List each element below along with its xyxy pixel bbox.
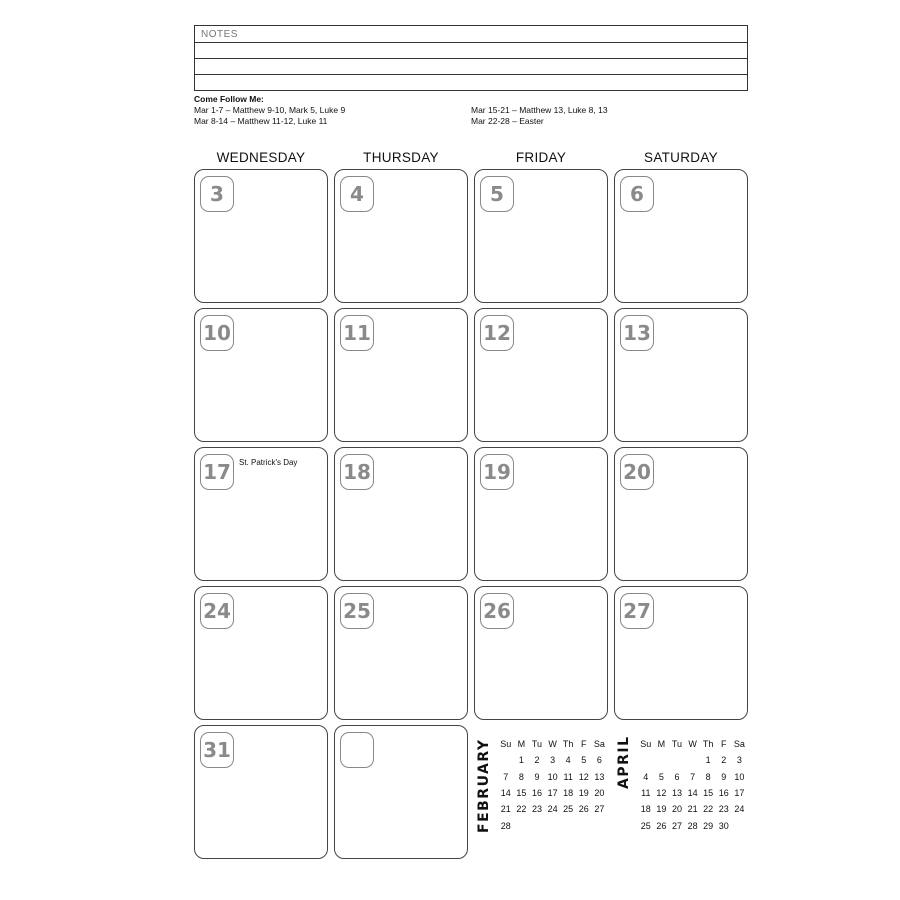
weekday-label: Sa: [733, 739, 745, 750]
day-header-wednesday: WEDNESDAY: [216, 150, 306, 165]
mini-day: 30: [718, 820, 729, 831]
mini-calendar-month-name: FEBRUARY: [476, 738, 492, 833]
date-number: 13: [620, 315, 654, 351]
mini-day: 18: [640, 804, 651, 815]
weekday-label: M: [517, 739, 526, 750]
day-cell[interactable]: [194, 586, 328, 720]
mini-day: 14: [687, 788, 698, 799]
mini-day: 15: [516, 788, 527, 799]
mini-day: [638, 752, 654, 768]
mini-calendar-week: [498, 801, 607, 817]
mini-day: 18: [563, 788, 574, 799]
date-number: 27: [620, 593, 654, 629]
mini-day: 19: [578, 788, 589, 799]
schedule-column-left: [194, 105, 464, 126]
day-header-saturday: SATURDAY: [644, 150, 718, 165]
date-number: 18: [340, 454, 374, 490]
mini-day: 23: [531, 804, 542, 815]
mini-calendar-week: [638, 769, 747, 785]
weekday-label: Su: [500, 739, 512, 750]
day-cell[interactable]: [334, 308, 468, 442]
mini-calendar-week: [638, 817, 747, 833]
mini-day: 9: [534, 771, 540, 782]
mini-day: 16: [531, 788, 542, 799]
mini-day: 23: [718, 804, 729, 815]
mini-day: 22: [703, 804, 714, 815]
weekday-label: F: [721, 739, 727, 750]
day-cell[interactable]: [474, 447, 608, 581]
mini-day: 12: [656, 788, 667, 799]
mini-day: 11: [641, 788, 651, 799]
date-number: 11: [340, 315, 374, 351]
mini-day: 10: [547, 771, 558, 782]
mini-day: [560, 817, 576, 833]
date-number-empty: [340, 732, 374, 768]
mini-day: 20: [594, 788, 605, 799]
mini-day: 28: [500, 820, 511, 831]
mini-day: 11: [563, 771, 573, 782]
mini-calendar-april: [616, 736, 750, 860]
mini-calendar-week: [638, 752, 747, 768]
day-cell[interactable]: [614, 308, 748, 442]
notes-line: [195, 42, 747, 43]
mini-calendar-week: [498, 769, 607, 785]
mini-day: 20: [671, 804, 682, 815]
mini-day: 8: [705, 771, 711, 782]
day-cell[interactable]: [194, 169, 328, 303]
mini-day: 21: [687, 804, 698, 815]
notes-line: [195, 58, 747, 59]
schedule-entry: Mar 1-7 – Matthew 9-10, Mark 5, Luke 9: [194, 105, 346, 115]
day-cell[interactable]: [334, 169, 468, 303]
mini-day: 4: [643, 771, 649, 782]
mini-day: 21: [500, 804, 511, 815]
mini-day: 24: [547, 804, 558, 815]
mini-day: 19: [656, 804, 667, 815]
weekday-label: F: [581, 739, 587, 750]
weekday-label: Th: [702, 739, 714, 750]
mini-day: [732, 817, 748, 833]
notes-box[interactable]: [194, 25, 748, 91]
weekday-label: Su: [640, 739, 652, 750]
weekday-label: Tu: [531, 739, 543, 750]
mini-day: 12: [578, 771, 589, 782]
day-cell[interactable]: [334, 447, 468, 581]
mini-day: [576, 817, 592, 833]
mini-day: 16: [718, 788, 729, 799]
schedule-entry: Mar 8-14 – Matthew 11-12, Luke 11: [194, 115, 328, 126]
date-number: 20: [620, 454, 654, 490]
schedule-column-right: [471, 105, 741, 126]
schedule-entry: Mar 22-28 – Easter: [471, 115, 544, 126]
weekday-label: Sa: [593, 739, 605, 750]
weekday-label: W: [548, 739, 557, 750]
mini-day: 15: [703, 788, 714, 799]
mini-day: 10: [734, 771, 745, 782]
day-cell[interactable]: [474, 169, 608, 303]
mini-day: [592, 817, 608, 833]
day-cell[interactable]: [614, 169, 748, 303]
mini-day: 2: [721, 755, 727, 766]
mini-day: 5: [658, 771, 664, 782]
day-cell-empty[interactable]: [334, 725, 468, 859]
mini-day: 27: [671, 820, 682, 831]
mini-day: [498, 752, 514, 768]
date-number: 24: [200, 593, 234, 629]
mini-day: 27: [594, 804, 605, 815]
date-number: 19: [480, 454, 514, 490]
date-number: 17: [200, 454, 234, 490]
mini-day: 2: [534, 755, 540, 766]
mini-day: 6: [674, 771, 680, 782]
mini-day: 17: [547, 788, 558, 799]
weekday-label: W: [688, 739, 697, 750]
day-cell[interactable]: [334, 586, 468, 720]
mini-calendar-grid: [638, 736, 747, 834]
mini-day: 1: [518, 755, 524, 766]
mini-day: 28: [687, 820, 698, 831]
day-cell[interactable]: [194, 308, 328, 442]
mini-day: 26: [578, 804, 589, 815]
mini-day: 24: [734, 804, 745, 815]
mini-day: 3: [736, 755, 742, 766]
date-number: 4: [340, 176, 374, 212]
weekday-label: Tu: [671, 739, 683, 750]
date-number: 26: [480, 593, 514, 629]
mini-day: 17: [734, 788, 745, 799]
mini-day: [685, 752, 701, 768]
mini-calendar-week: [638, 801, 747, 817]
mini-day: 22: [516, 804, 527, 815]
mini-calendar-week: [498, 752, 607, 768]
mini-calendar-weekdays: [498, 736, 607, 752]
mini-day: 13: [671, 788, 682, 799]
mini-day: [514, 817, 530, 833]
day-cell[interactable]: [194, 725, 328, 859]
weekday-label: M: [657, 739, 666, 750]
mini-day: 13: [594, 771, 605, 782]
mini-day: 25: [563, 804, 574, 815]
day-header-thursday: THURSDAY: [363, 150, 439, 165]
mini-day: 26: [656, 820, 667, 831]
day-cell[interactable]: [614, 447, 748, 581]
day-cell[interactable]: [474, 308, 608, 442]
mini-day: [669, 752, 685, 768]
notes-line: [195, 74, 747, 75]
schedule-entry: Mar 15-21 – Matthew 13, Luke 8, 13: [471, 105, 608, 115]
mini-calendar-weekdays: [638, 736, 747, 752]
mini-calendar-grid: [498, 736, 607, 834]
mini-calendar-week: [498, 785, 607, 801]
date-number: 5: [480, 176, 514, 212]
mini-day: 7: [503, 771, 509, 782]
date-number: 25: [340, 593, 374, 629]
notes-label: NOTES: [201, 29, 238, 40]
mini-calendar-february: [476, 736, 610, 860]
mini-day: 1: [705, 755, 711, 766]
mini-day: [529, 817, 545, 833]
date-number: 10: [200, 315, 234, 351]
mini-calendar-week: [638, 785, 747, 801]
date-number: 6: [620, 176, 654, 212]
mini-day: 9: [721, 771, 727, 782]
mini-day: 29: [703, 820, 714, 831]
day-cell[interactable]: [474, 586, 608, 720]
mini-calendar-month-name: APRIL: [616, 735, 632, 789]
mini-day: 14: [500, 788, 511, 799]
mini-day: 6: [596, 755, 602, 766]
date-number: 3: [200, 176, 234, 212]
mini-day: 4: [565, 755, 571, 766]
mini-day: 5: [581, 755, 587, 766]
mini-day: [654, 752, 670, 768]
mini-calendar-week: [498, 817, 607, 833]
mini-day: 3: [550, 755, 556, 766]
holiday-label: St. Patrick's Day: [239, 458, 298, 467]
weekday-label: Th: [562, 739, 574, 750]
mini-day: 7: [690, 771, 696, 782]
day-cell[interactable]: [614, 586, 748, 720]
mini-day: [545, 817, 561, 833]
mini-day: 8: [518, 771, 524, 782]
day-header-friday: FRIDAY: [515, 150, 567, 165]
come-follow-me-schedule: [194, 94, 754, 126]
day-cell[interactable]: [194, 447, 328, 581]
mini-day: 25: [640, 820, 651, 831]
date-number: 12: [480, 315, 514, 351]
come-follow-me-title: Come Follow Me:: [194, 94, 264, 104]
date-number: 31: [200, 732, 234, 768]
